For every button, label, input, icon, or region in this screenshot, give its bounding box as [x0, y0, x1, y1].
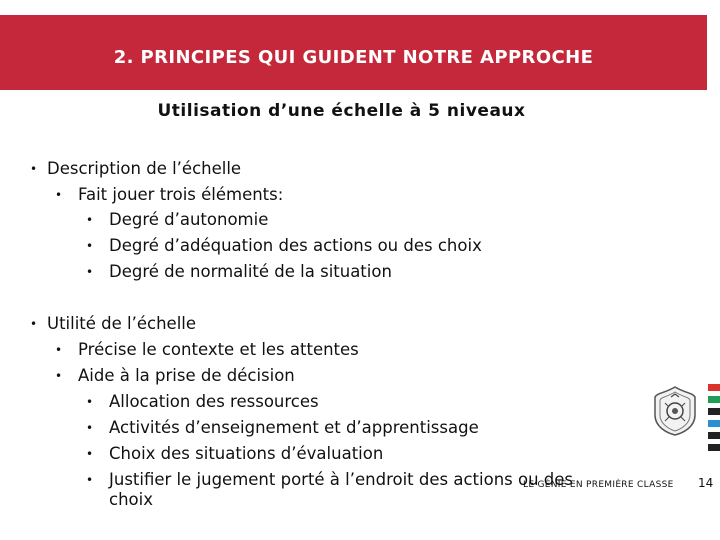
bullet-text: Degré d’autonomie: [109, 210, 269, 229]
bullet-level3: [86, 392, 319, 412]
stripe: [708, 384, 720, 391]
stripe: [708, 396, 720, 403]
page-number: 14: [698, 476, 714, 490]
bullet-dot-icon: •: [86, 265, 94, 279]
stripe: [708, 432, 720, 439]
bullet-dot-icon: •: [86, 447, 94, 461]
bullet-level2: [55, 340, 359, 360]
bullet-dot-icon: •: [86, 421, 94, 435]
bullet-level1: [30, 314, 197, 334]
bullet-dot-icon: •: [55, 369, 63, 383]
bullet-continuation: choix: [109, 490, 153, 509]
bullet-text: Précise le contexte et les attentes: [78, 340, 359, 359]
slide-title: 2. PRINCIPES QUI GUIDENT NOTRE APPROCHE: [113, 47, 594, 68]
bullet-level1: [30, 159, 242, 179]
bullet-dot-icon: •: [55, 188, 63, 202]
bullet-level3: [86, 444, 384, 464]
bullet-dot-icon: •: [86, 473, 94, 487]
bullet-text: Allocation des ressources: [109, 392, 319, 411]
bullet-text: Fait jouer trois éléments:: [78, 185, 284, 204]
bullet-text: Justifier le jugement porté à l’endroit des actions ou des: [109, 470, 574, 489]
stripe: [708, 408, 720, 415]
bullet-level2: [55, 185, 284, 205]
bullet-text: Choix des situations d’évaluation: [109, 444, 384, 463]
bullet-level3: [86, 262, 392, 282]
bullet-dot-icon: •: [86, 395, 94, 409]
bullet-dot-icon: •: [86, 239, 94, 253]
bullet-level3: [86, 418, 479, 438]
bullet-dot-icon: •: [30, 162, 38, 176]
bullet-level3: [86, 210, 269, 230]
slide-subtitle: Utilisation d’une échelle à 5 niveaux: [157, 101, 526, 121]
decorative-stripes: [708, 384, 720, 456]
bullet-level2: [55, 366, 295, 386]
stripe: [708, 420, 720, 427]
bullet-dot-icon: •: [55, 343, 63, 357]
bullet-text: Description de l’échelle: [47, 159, 242, 178]
bullet-text: Utilité de l’échelle: [47, 314, 197, 333]
bullet-text: Degré d’adéquation des actions ou des choix: [109, 236, 482, 255]
bullet-level3: [86, 236, 482, 256]
polytechnique-seal-icon: [651, 385, 699, 437]
bullet-dot-icon: •: [86, 213, 94, 227]
bullet-dot-icon: •: [30, 317, 38, 331]
bullet-text: Degré de normalité de la situation: [109, 262, 392, 281]
stripe: [708, 444, 720, 451]
bullet-level3: [86, 470, 574, 490]
bullet-text: Activités d’enseignement et d’apprentissage: [109, 418, 479, 437]
bullet-text: Aide à la prise de décision: [78, 366, 295, 385]
footer-slogan: LE GÉNIE EN PREMIÈRE CLASSE: [523, 480, 674, 490]
